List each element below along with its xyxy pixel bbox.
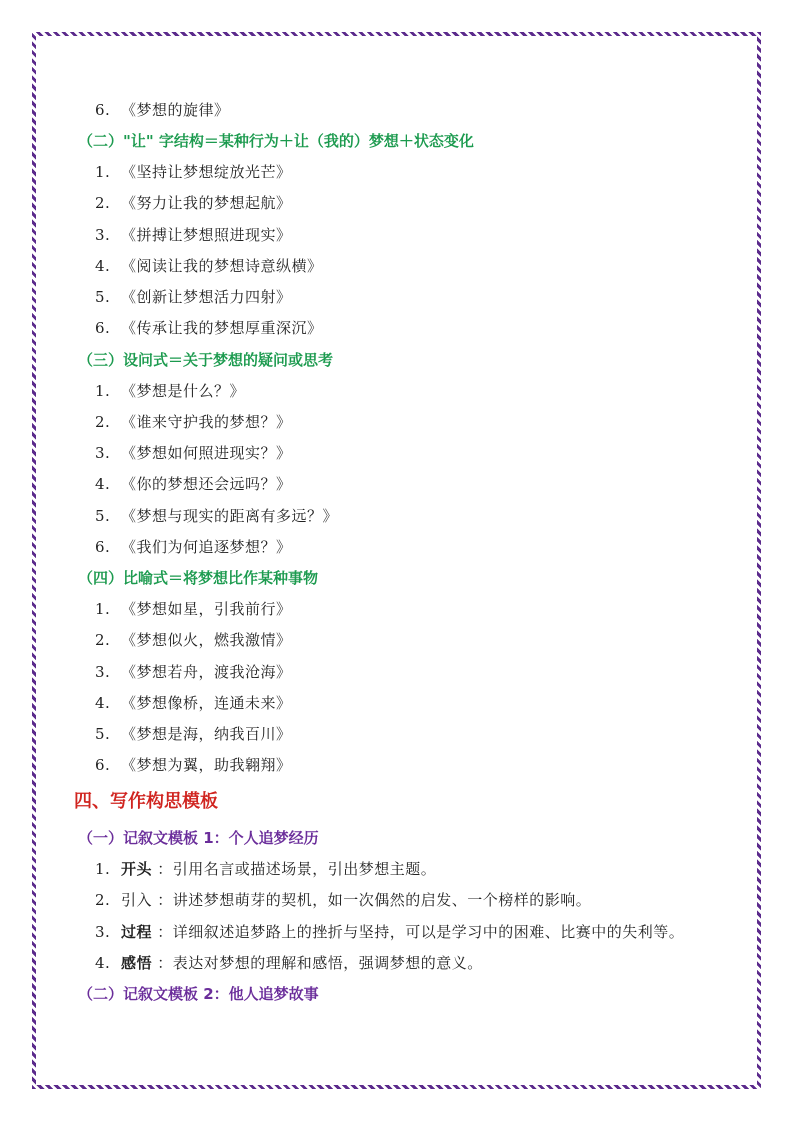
list-item: 4. 《你的梦想还会远吗？》 <box>95 475 292 493</box>
list-item: 2. 《谁来守护我的梦想？》 <box>95 413 292 431</box>
list-item: 3. 过程 ：详细叙述追梦路上的挫折与坚持，可以是学习中的困难、比赛中的失利等。 <box>95 923 685 941</box>
list-item: 5. 《梦想是海，纳我百川》 <box>95 725 292 743</box>
list-item: 2. 引入 ：讲述梦想萌芽的契机，如一次偶然的启发、一个榜样的影响。 <box>95 891 592 909</box>
list-item: 1. 开头 ：引用名言或描述场景，引出梦想主题。 <box>95 860 437 878</box>
list-item: 3. 《拼搏让梦想照进现实》 <box>95 226 292 244</box>
title-text: 《梦想的旋律》 <box>121 101 230 119</box>
list-item: 5. 《创新让梦想活力四射》 <box>95 288 292 306</box>
list-item: 3. 《梦想若舟，渡我沧海》 <box>95 663 292 681</box>
subheading-template-2: （二）记叙文模板 2：他人追梦故事 <box>78 985 319 1003</box>
keyword: 感悟 <box>121 954 153 972</box>
list-item: 6. 《传承让我的梦想厚重深沉》 <box>95 319 323 337</box>
subheading-metaphor: （四）比喻式＝将梦想比作某种事物 <box>78 569 319 587</box>
list-item: 5. 《梦想与现实的距离有多远？》 <box>95 507 339 525</box>
subheading-rang: （二）"让" 字结构＝某种行为＋让（我的）梦想＋状态变化 <box>78 132 474 150</box>
section-heading: 四、写作构思模板 <box>74 791 218 812</box>
list-item: 6. 《我们为何追逐梦想？》 <box>95 538 292 556</box>
keyword: 开头 <box>121 860 153 878</box>
subheading-question: （三）设问式＝关于梦想的疑问或思考 <box>78 351 334 369</box>
list-item: 4. 感悟 ：表达对梦想的理解和感悟，强调梦想的意义。 <box>95 954 483 972</box>
list-item: 3. 《梦想如何照进现实？》 <box>95 444 292 462</box>
keyword: 过程 <box>121 923 153 941</box>
list-item: 1. 《梦想如星，引我前行》 <box>95 600 292 618</box>
list-item: 1. 《梦想是什么？》 <box>95 382 246 400</box>
subheading-template-1: （一）记叙文模板 1：个人追梦经历 <box>78 829 319 847</box>
list-item: 4. 《阅读让我的梦想诗意纵横》 <box>95 257 323 275</box>
list-item: 6. 《梦想的旋律》 <box>95 101 230 119</box>
list-item: 2. 《努力让我的梦想起航》 <box>95 194 292 212</box>
list-item: 4. 《梦想像桥，连通未来》 <box>95 694 292 712</box>
list-item: 6. 《梦想为翼，助我翱翔》 <box>95 756 292 774</box>
keyword: 引入 <box>121 891 153 909</box>
list-item: 1. 《坚持让梦想绽放光芒》 <box>95 163 292 181</box>
list-item: 2. 《梦想似火，燃我激情》 <box>95 631 292 649</box>
